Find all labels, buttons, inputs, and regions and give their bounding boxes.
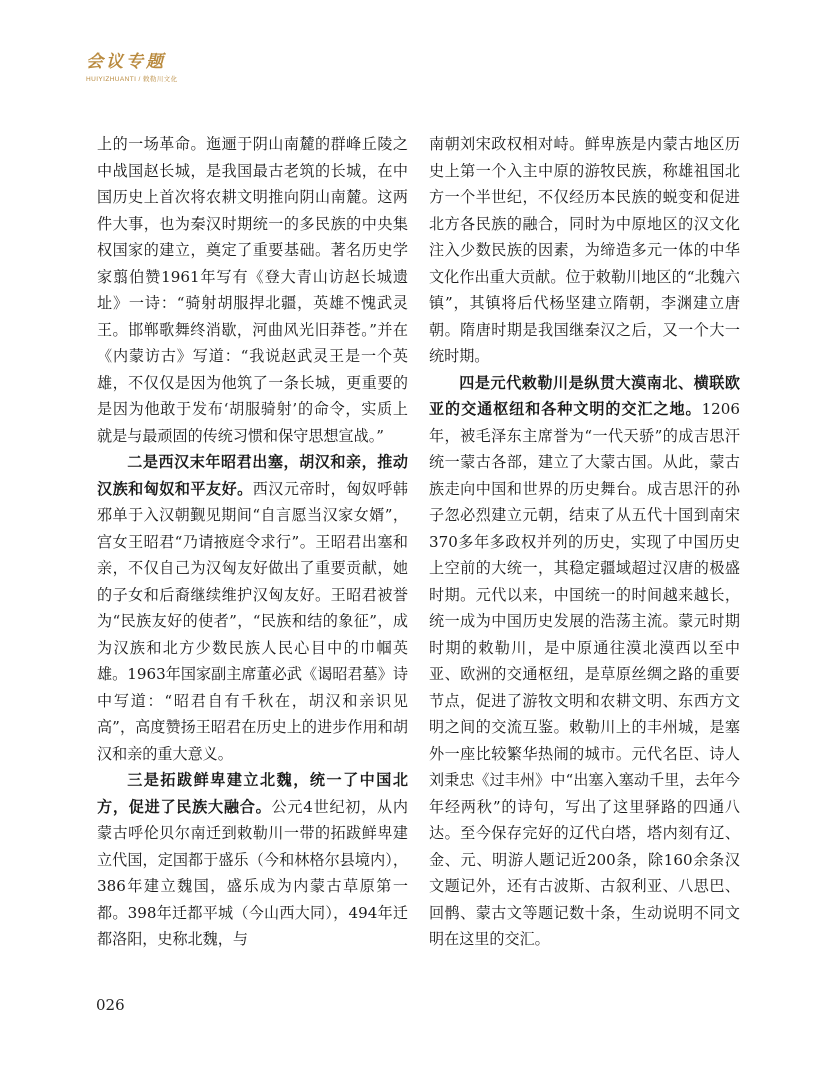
section-subtitle-divider: / [138, 76, 141, 83]
left-paragraph-3 [97, 767, 408, 953]
page-number: 026 [96, 996, 125, 1014]
paragraph-4-lead: 四是元代敕勒川是纵贯大漠南北、横联欧亚的交通枢纽和各种文明的交汇之地。 [429, 373, 740, 418]
paragraph-2-body: 西汉元帝时，匈奴呼韩邪单于入汉朝觐见期间“自言愿当汉家女婿”，宫女王昭君“乃请掖庭令求行”。王昭君出塞和亲，不仅自己为汉匈友好做出了重要贡献，她的子女和后裔继续维护汉匈友好。王昭君被誉为“民族友好的使者”，“民族和结的象征”，成为汉族和北方少数民族人民心目中的巾帼英雄。1963年国家副主席董必武《谒昭君墓》诗中写道：“昭君自有千秋在，胡汉和亲识见高”，高度赞扬王昭君在历史上的进步作用和胡汉和亲的重大意义。 [97, 479, 408, 763]
running-header [86, 52, 326, 92]
paragraph-2-lead: 二是西汉末年昭君出塞，胡汉和亲，推动汉族和匈奴和平友好。 [97, 453, 408, 498]
left-column [97, 131, 408, 953]
right-column [429, 131, 740, 953]
paragraph-4-body: 1206年，被毛泽东主席誉为“一代天骄”的成吉思汗统一蒙古各部，建立了大蒙古国。从此，蒙古族走向中国和世界的历史舞台。成吉思汗的孙子忽必烈建立元朝，结束了从五代十国到南宋370多年多政权并列的历史，实现了中国历史上空前的大统一，其稳定疆域超过汉唐的极盛时期。元代以来，中国统一的时间越来越长，统一成为中国历史发展的浩荡主流。蒙元时期时期的敕勒川，是中原通往漠北漠西以至中亚、欧洲的交通枢纽，是草原丝绸之路的重要节点，促进了游牧文明和农耕文明、东西方文明之间的交流互鉴。敕勒川上的丰州城，是塞外一座比较繁华热闹的城市。元代名臣、诗人刘秉忠《过丰州》中“出塞入塞动千里，去年今年经两秋”的诗句，写出了这里驿路的四通八达。至今保存完好的辽代白塔，塔内刻有辽、金、元、明游人题记近200条，除160余条汉文题记外，还有古波斯、古叙利亚、八思巴、回鹘、蒙古文等题记数十条，生动说明不同文明在这里的交汇。 [429, 400, 740, 948]
section-title: 会议专题 [86, 52, 166, 72]
right-paragraph-2 [429, 370, 740, 953]
section-subtitle [86, 74, 326, 83]
left-paragraph-2 [97, 449, 408, 767]
left-paragraph-1: 上的一场革命。迤逦于阴山南麓的群峰丘陵之中战国赵长城，是我国最古老筑的长城，在中国历史上首次将农耕文明推向阴山南麓。这两件大事，也为秦汉时期统一的多民族的中央集权国家的建立，奠定了重要基础。著名历史学家翦伯赞1961年写有《登大青山访赵长城遗址》一诗：“骑射胡服捍北疆，英雄不愧武灵王。邯郸歌舞终消歇，河曲风光旧莽苍。”并在《内蒙访古》写道：“我说赵武灵王是一个英雄，不仅仅是因为他筑了一条长城，更重要的是因为他敢于发布‘胡服骑射’的命令，实质上就是与最顽固的传统习惯和保守思想宣战。” [97, 135, 408, 445]
section-subtitle-cn: 敕勒川文化 [142, 76, 178, 83]
right-paragraph-1: 南朝刘宋政权相对峙。鲜卑族是内蒙古地区历史上第一个入主中原的游牧民族，称雄祖国北方一个半世纪，不仅经历本民族的蜕变和促进北方各民族的融合，同时为中原地区的汉文化注入少数民族的因素，为缔造多元一体的中华文化作出重大贡献。位于敕勒川地区的“北魏六镇”，其镇将后代杨坚建立隋朝，李渊建立唐朝。隋唐时期是我国继秦汉之后，又一个大一统时期。 [429, 135, 740, 365]
paragraph-3-lead: 三是拓跋鲜卑建立北魏，统一了中国北方，促进了民族大融合。 [97, 771, 408, 816]
paragraph-3-body: 公元4世纪初，从内蒙古呼伦贝尔南迁到敕勒川一带的拓跋鲜卑建立代国，定国都于盛乐（今和林格尔县境内），386年建立魏国，盛乐成为内蒙古草原第一都。398年迁都平城（今山西大同），494年迁都洛阳，史称北魏，与 [97, 797, 408, 948]
section-subtitle-en: HUIYIZHUANTI [86, 76, 137, 83]
